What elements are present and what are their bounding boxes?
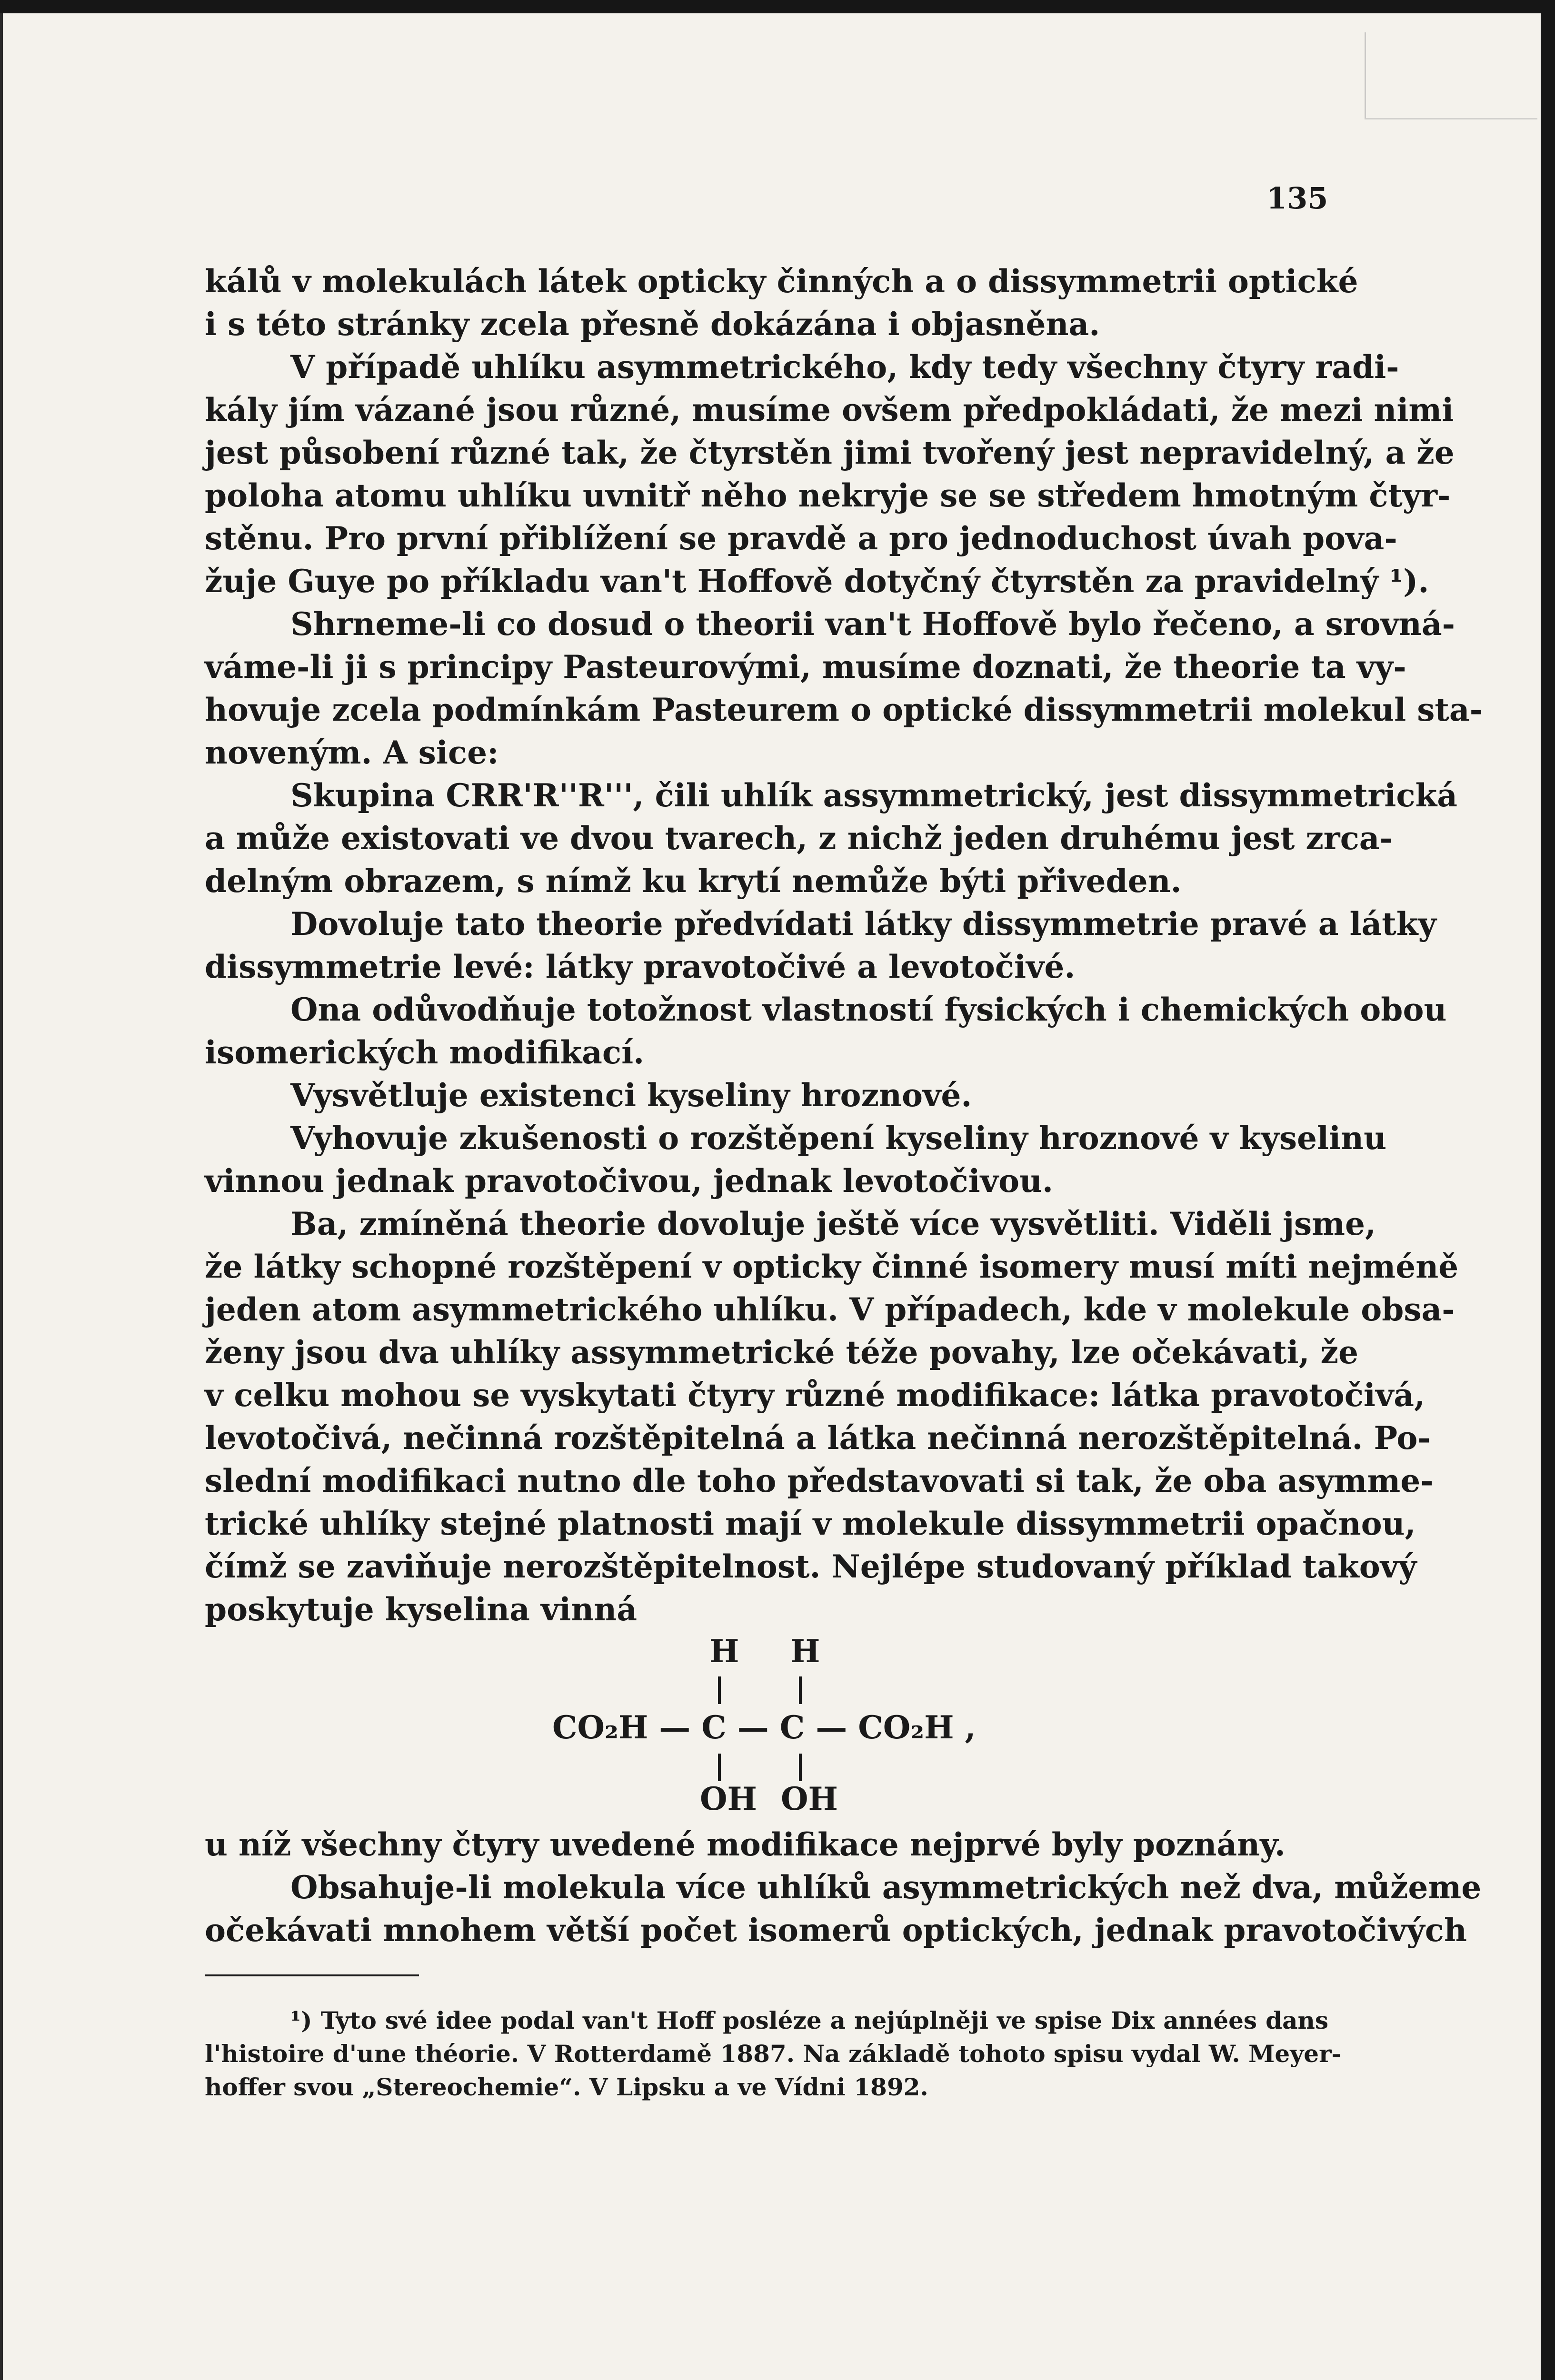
text-line: čímž se zaviňuje nerozštěpitelnost. Nejlépe studovaný příklad takový [205,1548,1417,1585]
text-line: a může existovati ve dvou tvarech, z nichž jeden druhému jest zrca- [205,820,1393,857]
text-line: Skupina CRR'R''R''', čili uhlík assymmetrický, jest dissymmetrická [290,777,1458,814]
text-line: u níž všechny čtyry uvedené modifikace nejprvé byly poznány. [205,1826,1286,1863]
text-line: levotočivá, nečinná rozštěpitelná a látka nečinná nerozštěpitelná. Po- [205,1419,1431,1457]
corner-bleed-mark [1365,32,1537,119]
footnote-divider [205,1974,419,1976]
text-line: slední modifikaci nutno dle toho představovati si tak, že oba asymme- [205,1462,1434,1499]
text-line: poloha atomu uhlíku uvnitř něho nekryje se se středem hmotným čtyr- [205,477,1451,514]
text-line: ženy jsou dva uhlíky assymmetrické téže povahy, lze očekávati, že [205,1334,1359,1371]
footnote-line: hoffer svou „Stereochemie“. V Lipsku a ve Vídni 1892. [205,2073,928,2101]
text-line: V případě uhlíku asymmetrického, kdy tedy všechny čtyry radi- [290,348,1399,386]
text-line: vinnou jednak pravotočivou, jednak levotočivou. [205,1162,1053,1200]
text-line: jest působení různé tak, že čtyrstěn jimi tvořený jest nepravidelný, a že [205,434,1455,471]
text-line: Ba, zmíněná theorie dovoluje ještě více vysvětliti. Viděli jsme, [290,1205,1376,1242]
body-text-continued [205,1823,1482,1952]
text-line: kály jím vázané jsou různé, musíme ovšem předpokládati, že mezi nimi [205,391,1454,428]
text-line: Shrneme-li co dosud o theorii van't Hoffově bylo řečeno, a srovná- [290,605,1455,643]
body-text [205,260,1483,1631]
text-line: i s této stránky zcela přesně dokázána i objasněna. [205,306,1100,343]
text-line: váme-li ji s principy Pasteurovými, musíme doznati, že theorie ta vy- [205,648,1406,685]
text-line: Obsahuje-li molekula více uhlíků asymmetrických než dva, můžeme [290,1869,1482,1906]
footnote-line: l'histoire d'une théorie. V Rotterdamě 1887. Na základě tohoto spisu vydal W. Meyer- [205,2040,1342,2068]
text-line: jeden atom asymmetrického uhlíku. V případech, kde v molekule obsa- [205,1291,1455,1328]
text-line: v celku mohou se vyskytati čtyry různé modifikace: látka pravotočivá, [205,1377,1425,1414]
text-line: dissymmetrie levé: látky pravotočivé a levotočivé. [205,948,1076,985]
page-number: 135 [1266,181,1328,216]
formula-oh-left: OH [700,1780,757,1817]
footnotes [205,2004,1342,2104]
text-line: žuje Guye po příkladu van't Hoffově dotyčný čtyrstěn za pravidelný ¹). [205,563,1429,600]
text-line: Vyhovuje zkušenosti o rozštěpení kyseliny hroznové v kyselinu [290,1120,1387,1157]
text-line: isomerických modifikací. [205,1034,645,1071]
formula-oh-right: OH [781,1780,838,1817]
footnote-line: ¹) Tyto své idee podal van't Hoff posléze a nejúplněji ve spise Dix années dans [290,2006,1328,2034]
bond-bottom-right [799,1754,802,1781]
text-line: delným obrazem, s nímž ku krytí nemůže býti přiveden. [205,863,1182,900]
text-line: Dovoluje tato theorie předvídati látky dissymmetrie pravé a látky [290,905,1436,942]
text-line: Vysvětluje existenci kyseliny hroznové. [290,1077,972,1114]
text-line: noveným. A sice: [205,734,499,771]
text-line: očekávati mnohem větší počet isomerů optických, jednak pravotočivých [205,1912,1467,1949]
text-line: stěnu. Pro první přiblížení se pravdě a pro jednoduchost úvah pova- [205,520,1397,557]
text-line: kálů v molekulách látek opticky činných a o dissymmetrii optické [205,263,1358,300]
bond-bottom-left [718,1754,721,1781]
tartaric-acid-formula [552,1633,1076,1817]
formula-h-right: H [790,1633,820,1670]
formula-h-left: H [709,1633,739,1670]
bond-top-left [718,1676,721,1704]
bond-top-right [799,1676,802,1704]
text-line: poskytuje kyselina vinná [205,1591,637,1628]
text-line: že látky schopné rozštěpení v opticky činné isomery musí míti nejméně [205,1248,1459,1285]
text-line: Ona odůvodňuje totožnost vlastností fysických i chemických obou [290,991,1447,1028]
text-line: trické uhlíky stejné platnosti mají v molekule dissymmetrii opačnou, [205,1505,1416,1542]
formula-main-chain: CO₂H — C — C — CO₂H , [552,1709,976,1746]
text-line: hovuje zcela podmínkám Pasteurem o optické dissymmetrii molekul sta- [205,691,1483,728]
